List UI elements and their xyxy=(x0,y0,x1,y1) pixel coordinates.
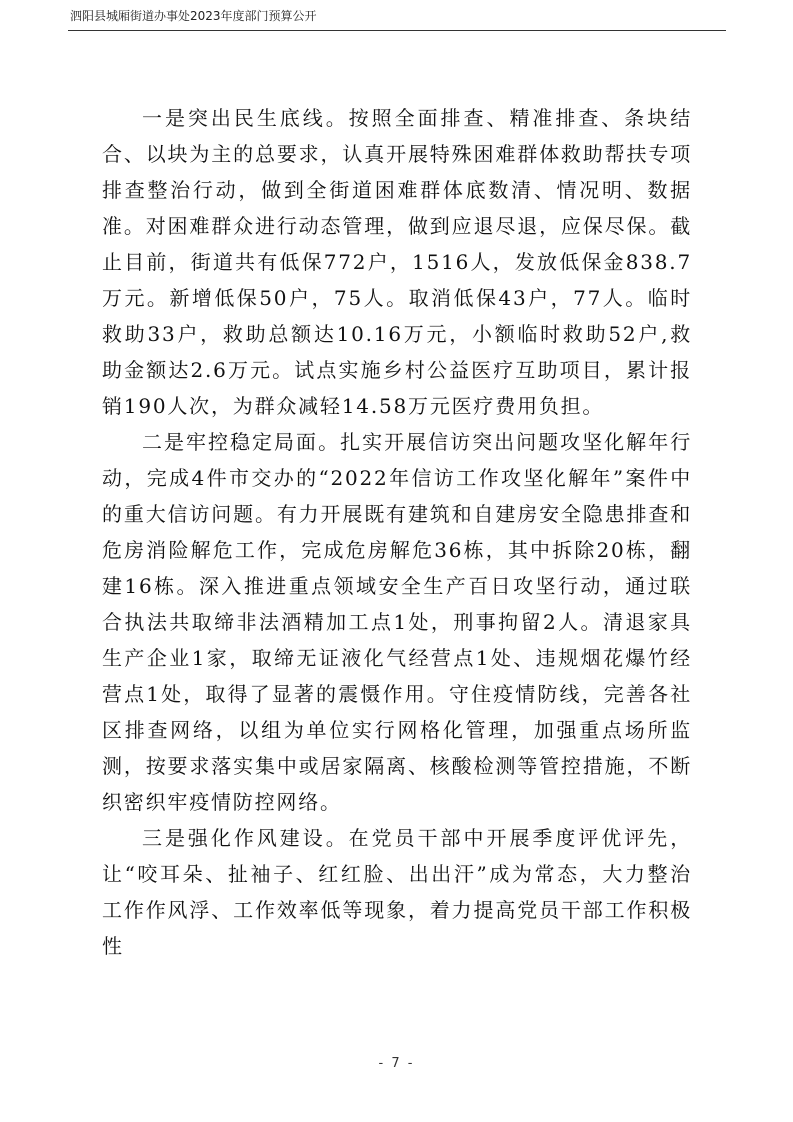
paragraph-livelihood: 一是突出民生底线。按照全面排查、精准排查、条块结合、以块为主的总要求，认真开展特殊困难群体救助帮扶专项排查整治行动，做到全街道困难群体底数清、情况明、数据准。对困难群众进行动态管理，做到应退尽退，应保尽保。截止目前，街道共有低保772户，1516人，发放低保金838.7万元。新增低保50户，75人。取消低保43户，77人。临时救助33户，救助总额达10.16万元，小额临时救助52户,救助金额达2.6万元。试点实施乡村公益医疗互助项目，累计报销190人次，为群众减轻14.58万元医疗费用负担。 xyxy=(102,106,692,418)
paragraph-work-style: 三是强化作风建设。在党员干部中开展季度评优评先，让“咬耳朵、扯袖子、红红脸、出出汗”成为常态，大力整治工作作风浮、工作效率低等现象，着力提高党员干部工作积极性 xyxy=(102,826,692,958)
header-divider xyxy=(68,30,726,31)
document-body xyxy=(102,100,692,964)
page-number: - 7 - xyxy=(378,1056,415,1071)
document-header: 泗阳县城厢街道办事处2023年度部门预算公开 xyxy=(70,9,317,23)
paragraph-stability: 二是牢控稳定局面。扎实开展信访突出问题攻坚化解年行动，完成4件市交办的“2022年信访工作攻坚化解年”案件中的重大信访问题。有力开展既有建筑和自建房安全隐患排查和危房消险解危工作，完成危房解危36栋，其中拆除20栋，翻建16栋。深入推进重点领域安全生产百日攻坚行动，通过联合执法共取缔非法酒精加工点1处，刑事拘留2人。清退家具生产企业1家，取缔无证液化气经营点1处、违规烟花爆竹经营点1处，取得了显著的震慑作用。守住疫情防线，完善各社区排查网络，以组为单位实行网格化管理，加强重点场所监测，按要求落实集中或居家隔离、核酸检测等管控措施，不断织密织牢疫情防控网络。 xyxy=(102,430,692,814)
